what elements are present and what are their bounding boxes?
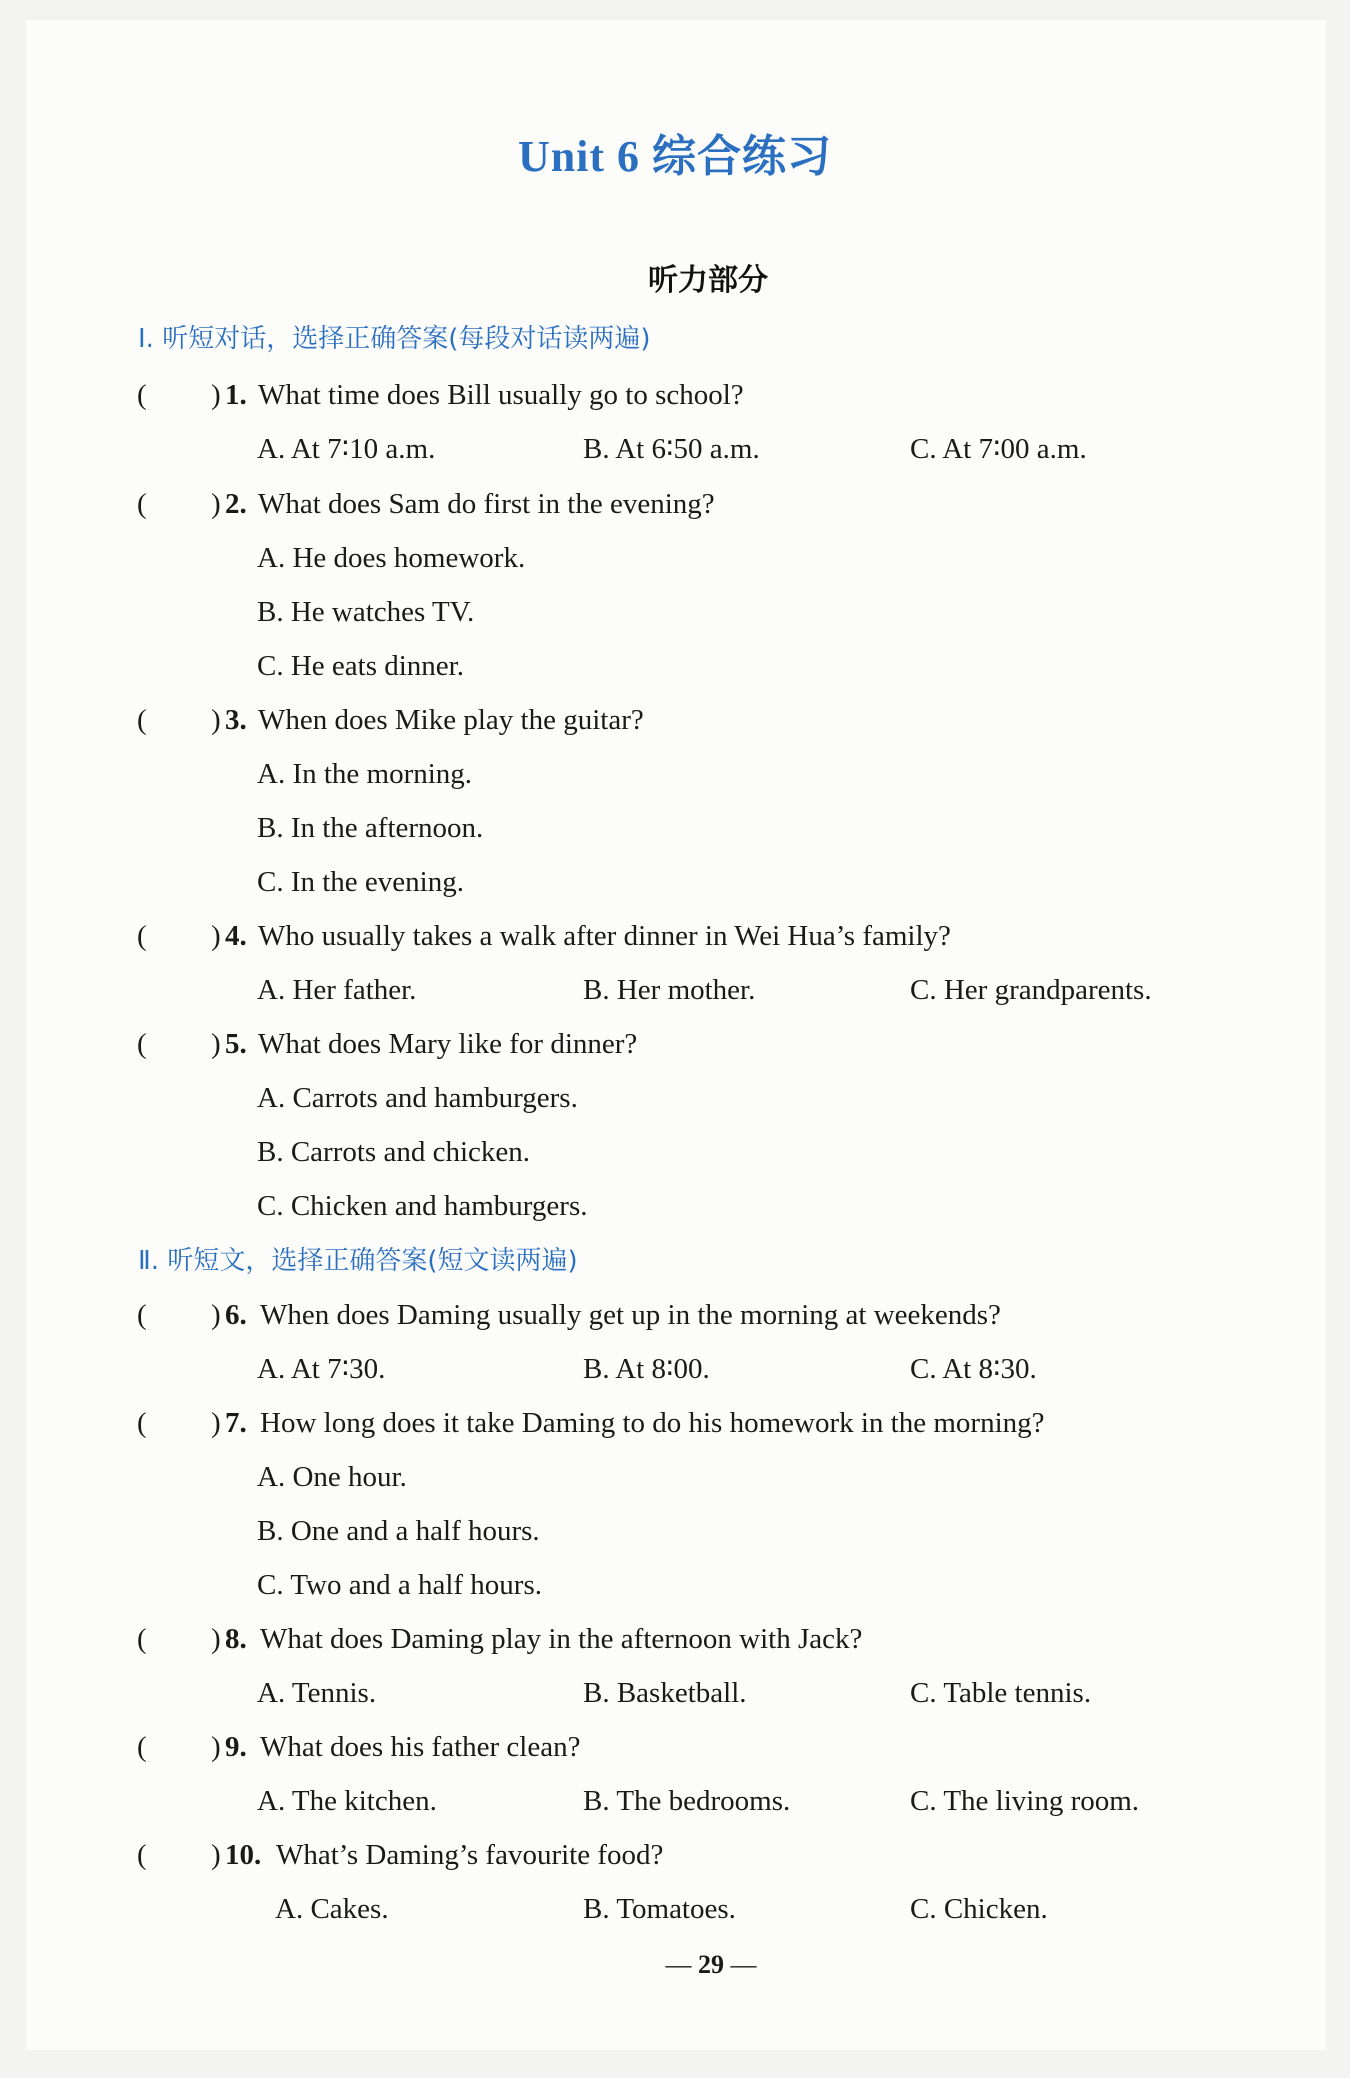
answer-blank-open[interactable]: (: [137, 1028, 147, 1060]
option-c: C. Table tennis.: [910, 1677, 1092, 1709]
question-number: 6.: [225, 1299, 247, 1331]
option-c: C. Her grandparents.: [910, 974, 1152, 1006]
options-row: [0, 970, 1350, 1010]
option-b: B. In the afternoon.: [257, 812, 484, 844]
question-text: What does his father clean?: [260, 1731, 581, 1763]
option-row: [0, 1186, 1350, 1226]
option-row: [0, 862, 1350, 902]
option-row: [0, 754, 1350, 794]
question-row: [0, 1835, 1350, 1875]
answer-blank-close: ): [211, 1299, 221, 1331]
option-row: [0, 1078, 1350, 1118]
question-text: Who usually takes a walk after dinner in Wei Hua’s family?: [258, 920, 951, 952]
answer-blank-close: ): [211, 488, 221, 520]
option-b: B. One and a half hours.: [257, 1515, 540, 1547]
answer-blank-open[interactable]: (: [137, 1731, 147, 1763]
option-a: A. Cakes.: [275, 1893, 389, 1925]
question-row: [0, 1727, 1350, 1767]
answer-blank-open[interactable]: (: [137, 1407, 147, 1439]
option-row: [0, 592, 1350, 632]
option-a: A. Her father.: [257, 974, 417, 1006]
options-row: [0, 1673, 1350, 1713]
options-row: [0, 1889, 1350, 1929]
question-number: 2.: [225, 488, 247, 520]
answer-blank-close: ): [211, 1731, 221, 1763]
option-c: C. He eats dinner.: [257, 650, 464, 682]
question-number: 1.: [225, 379, 247, 411]
option-b: B. The bedrooms.: [583, 1785, 791, 1817]
answer-blank-open[interactable]: (: [137, 1623, 147, 1655]
option-b: B. Tomatoes.: [583, 1893, 736, 1925]
question-row: [0, 916, 1350, 956]
answer-blank-open[interactable]: (: [137, 379, 147, 411]
option-a: A. One hour.: [257, 1461, 407, 1493]
option-row: [0, 646, 1350, 686]
question-number: 5.: [225, 1028, 247, 1060]
question-text: What time does Bill usually go to school?: [258, 379, 744, 411]
option-b: B. Basketball.: [583, 1677, 747, 1709]
question-row: [0, 1024, 1350, 1064]
page-footer: [0, 1950, 1350, 1980]
option-c: C. Chicken and hamburgers.: [257, 1190, 588, 1222]
answer-blank-open[interactable]: (: [137, 488, 147, 520]
part-title: 听力部分: [648, 263, 768, 298]
question-text: When does Mike play the guitar?: [258, 704, 644, 736]
question-row: [0, 700, 1350, 740]
option-a: A. In the morning.: [257, 758, 473, 790]
question-row: [0, 1403, 1350, 1443]
option-c: C. Two and a half hours.: [257, 1569, 542, 1601]
question-text: What does Mary like for dinner?: [258, 1028, 638, 1060]
question-number: 9.: [225, 1731, 247, 1763]
question-text: How long does it take Daming to do his homework in the morning?: [260, 1407, 1045, 1439]
option-c: C. At 8∶30.: [910, 1353, 1037, 1385]
option-b: B. At 6∶50 a.m.: [583, 433, 760, 465]
page-number: 29: [698, 1950, 724, 1979]
question-number: 4.: [225, 920, 247, 952]
option-a: A. The kitchen.: [257, 1785, 437, 1817]
page-title: Unit 6 综合练习: [517, 132, 833, 181]
footer-dash-right: —: [730, 1950, 757, 1979]
option-c: C. In the evening.: [257, 866, 464, 898]
option-row: [0, 1132, 1350, 1172]
option-a: A. Tennis.: [257, 1677, 377, 1709]
question-text: What does Sam do first in the evening?: [258, 488, 715, 520]
question-row: [0, 375, 1350, 415]
question-number: 10.: [225, 1839, 262, 1871]
options-row: [0, 1349, 1350, 1389]
question-text: What’s Daming’s favourite food?: [276, 1839, 664, 1871]
question-text: What does Daming play in the afternoon with Jack?: [260, 1623, 863, 1655]
question-text: When does Daming usually get up in the morning at weekends?: [260, 1299, 1001, 1331]
options-row: [0, 1781, 1350, 1821]
answer-blank-close: ): [211, 920, 221, 952]
option-b: B. Carrots and chicken.: [257, 1136, 531, 1168]
options-row: [0, 429, 1350, 469]
answer-blank-open[interactable]: (: [137, 920, 147, 952]
option-row: [0, 808, 1350, 848]
option-a: A. He does homework.: [257, 542, 526, 574]
answer-blank-open[interactable]: (: [137, 1299, 147, 1331]
option-b: B. At 8∶00.: [583, 1353, 710, 1385]
answer-blank-close: ): [211, 1839, 221, 1871]
section-heading-1: Ⅰ. 听短对话，选择正确答案(每段对话读两遍): [138, 324, 651, 354]
option-c: C. Chicken.: [910, 1893, 1048, 1925]
question-number: 8.: [225, 1623, 247, 1655]
answer-blank-close: ): [211, 1028, 221, 1060]
option-c: C. At 7∶00 a.m.: [910, 433, 1087, 465]
option-row: [0, 1457, 1350, 1497]
answer-blank-close: ): [211, 379, 221, 411]
option-row: [0, 538, 1350, 578]
question-row: [0, 1619, 1350, 1659]
option-a: A. At 7∶30.: [257, 1353, 386, 1385]
section-heading-2: Ⅱ. 听短文，选择正确答案(短文读两遍): [138, 1246, 578, 1276]
answer-blank-open[interactable]: (: [137, 1839, 147, 1871]
option-c: C. The living room.: [910, 1785, 1140, 1817]
option-row: [0, 1565, 1350, 1605]
option-row: [0, 1511, 1350, 1551]
answer-blank-open[interactable]: (: [137, 704, 147, 736]
option-b: B. Her mother.: [583, 974, 756, 1006]
option-a: A. At 7∶10 a.m.: [257, 433, 436, 465]
option-a: A. Carrots and hamburgers.: [257, 1082, 578, 1114]
question-row: [0, 484, 1350, 524]
question-row: [0, 1295, 1350, 1335]
option-b: B. He watches TV.: [257, 596, 475, 628]
answer-blank-close: ): [211, 1407, 221, 1439]
answer-blank-close: ): [211, 1623, 221, 1655]
footer-dash-left: —: [665, 1950, 692, 1979]
answer-blank-close: ): [211, 704, 221, 736]
question-number: 7.: [225, 1407, 247, 1439]
question-number: 3.: [225, 704, 247, 736]
